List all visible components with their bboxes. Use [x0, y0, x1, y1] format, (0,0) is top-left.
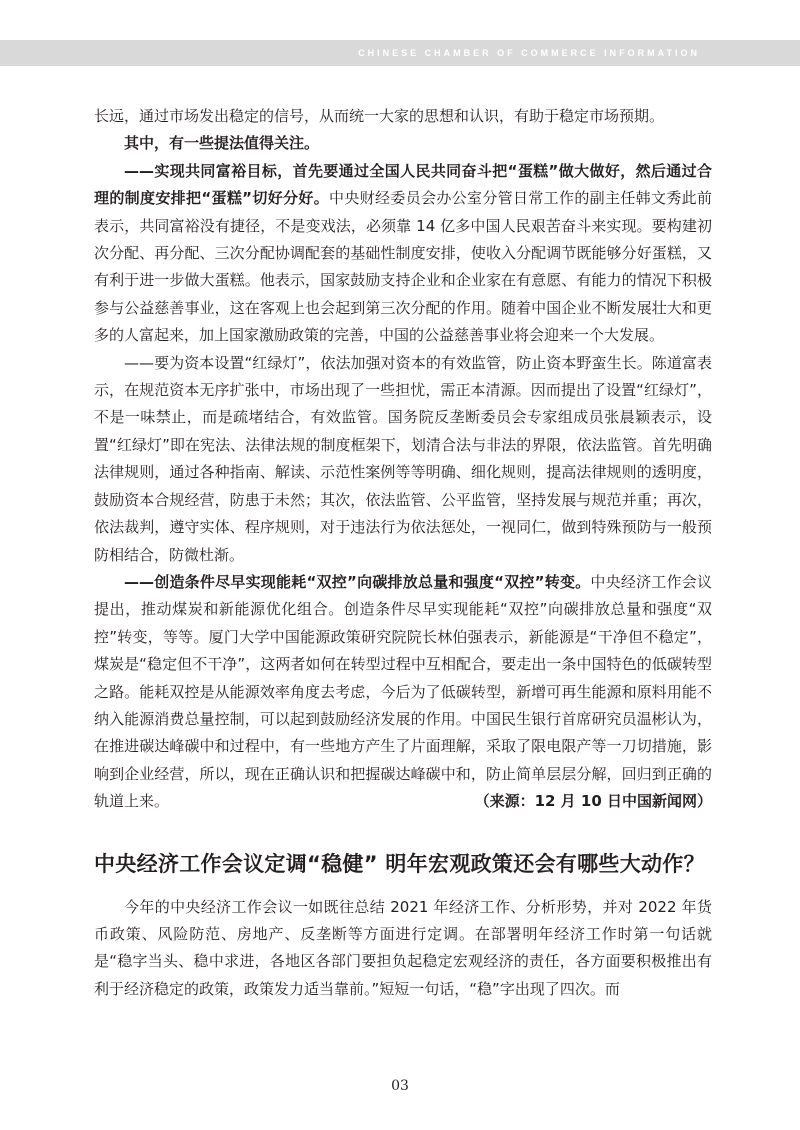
article-title: 中央经济工作会议定调“稳健” 明年宏观政策还会有哪些大动作？: [94, 851, 705, 876]
article-content: [94, 103, 712, 1003]
header-band: [0, 40, 800, 66]
paragraph-lead: 其中，有一些提法值得关注。: [124, 134, 320, 153]
paragraph-body: 中央经济工作会议提出，推动煤炭和新能源优化组合。创造条件尽早实现能耗“双控”向碳排放总量和强度“双控”转变，等等。厦门大学中国能源政策研究院院长林伯强表示，新能源是“干净但不稳定”，煤炭是“稳定但不干净”，这两者如何在转型过程中互相配合，要走出一条中国特色的低碳转型之路。能耗双控是从能源效率角度去考虑，今后为了低碳转型，新增可再生能源和原料用能不纳入能源消费总量控制，可以起到鼓励经济发展的作用。中国民生银行首席研究员温彬认为，在推进碳达峰碳中和过程中，有一些地方产生了片面理解，采取了限电限产等一刀切措施，影响到企业经营，所以，现在正确认识和把握碳达峰碳中和，防止简单层层分解，回归到正确的轨道上来。: [94, 572, 712, 811]
source-note: （来源：12 月 10 日中国新闻网）: [474, 792, 712, 811]
paragraph: [94, 158, 712, 350]
paragraph: 长远，通过市场发出稳定的信号，从而统一大家的思想和认识，有助于稳定市场预期。: [94, 107, 665, 125]
header-title: CHINESE CHAMBER OF COMMERCE INFORMATION: [358, 48, 700, 58]
paragraph: [94, 130, 712, 157]
paragraph: [94, 569, 712, 816]
paragraph-lead: ——实现共同富裕目标，首先要通过全国人民共同奋斗把“蛋糕”做大做好，然后通过合理的制度安排把“蛋糕”切好分好。: [94, 161, 712, 208]
paragraph: ——要为资本设置“红绿灯”，依法加强对资本的有效监管，防止资本野蛮生长。陈道富表示，在规范资本无序扩张中，市场出现了一些担忧，需正本清源。因而提出了设置“红绿灯”，不是一味禁止，而是疏堵结合，有效监管。国务院反垄断委员会专家组成员张晨颖表示，设置“红绿灯”即在宪法、法律法规的制度框架下，划清合法与非法的界限，依法监管。首先明确法律规则，通过各种指南、解读、示范性案例等等明确、细化规则，提高法律规则的透明度，鼓励资本合规经营，防患于未然；其次，依法监管、公平监管，坚持发展与规范并重；再次，依法裁判，遵守实体、程序规则，对于违法行为依法惩处，一视同仁，做到特殊预防与一般预防相结合，防微杜渐。: [94, 353, 712, 564]
paragraph-lead: ——创造条件尽早实现能耗“双控”向碳排放总量和强度“双控”转变。: [124, 572, 591, 591]
paragraph: 今年的中央经济工作会议一如既往总结 2021 年经济工作、分析形势，并对 2022 年货币政策、风险防范、房地产、反垄断等方面进行定调。在部署明年经济工作时第一句话就是“稳字当头、稳中求进，各地区各部门要担负起稳定宏观经济的责任，各方面要积极推出有利于经济稳定的政策，政策发力适当靠前。”短短一句话，“稳”字出现了四次。而: [94, 897, 712, 998]
paragraph-body: 中央财经委员会办公室分管日常工作的副主任韩文秀此前表示，共同富裕没有捷径，不是变戏法，必须靠 14 亿多中国人民艰苦奋斗来实现。要构建初次分配、再分配、三次分配协调配套的基础性制度安排，使收入分配调节既能够分好蛋糕，又有利于进一步做大蛋糕。他表示，国家鼓励支持企业和企业家在有意愿、有能力的情况下积极参与公益慈善事业，这在客观上也会起到第三次分配的作用。随着中国企业不断发展壮大和更多的人富起来，加上国家激励政策的完善，中国的公益慈善事业将会迎来一个大发展。: [94, 189, 712, 345]
page-number: 03: [391, 1078, 409, 1094]
